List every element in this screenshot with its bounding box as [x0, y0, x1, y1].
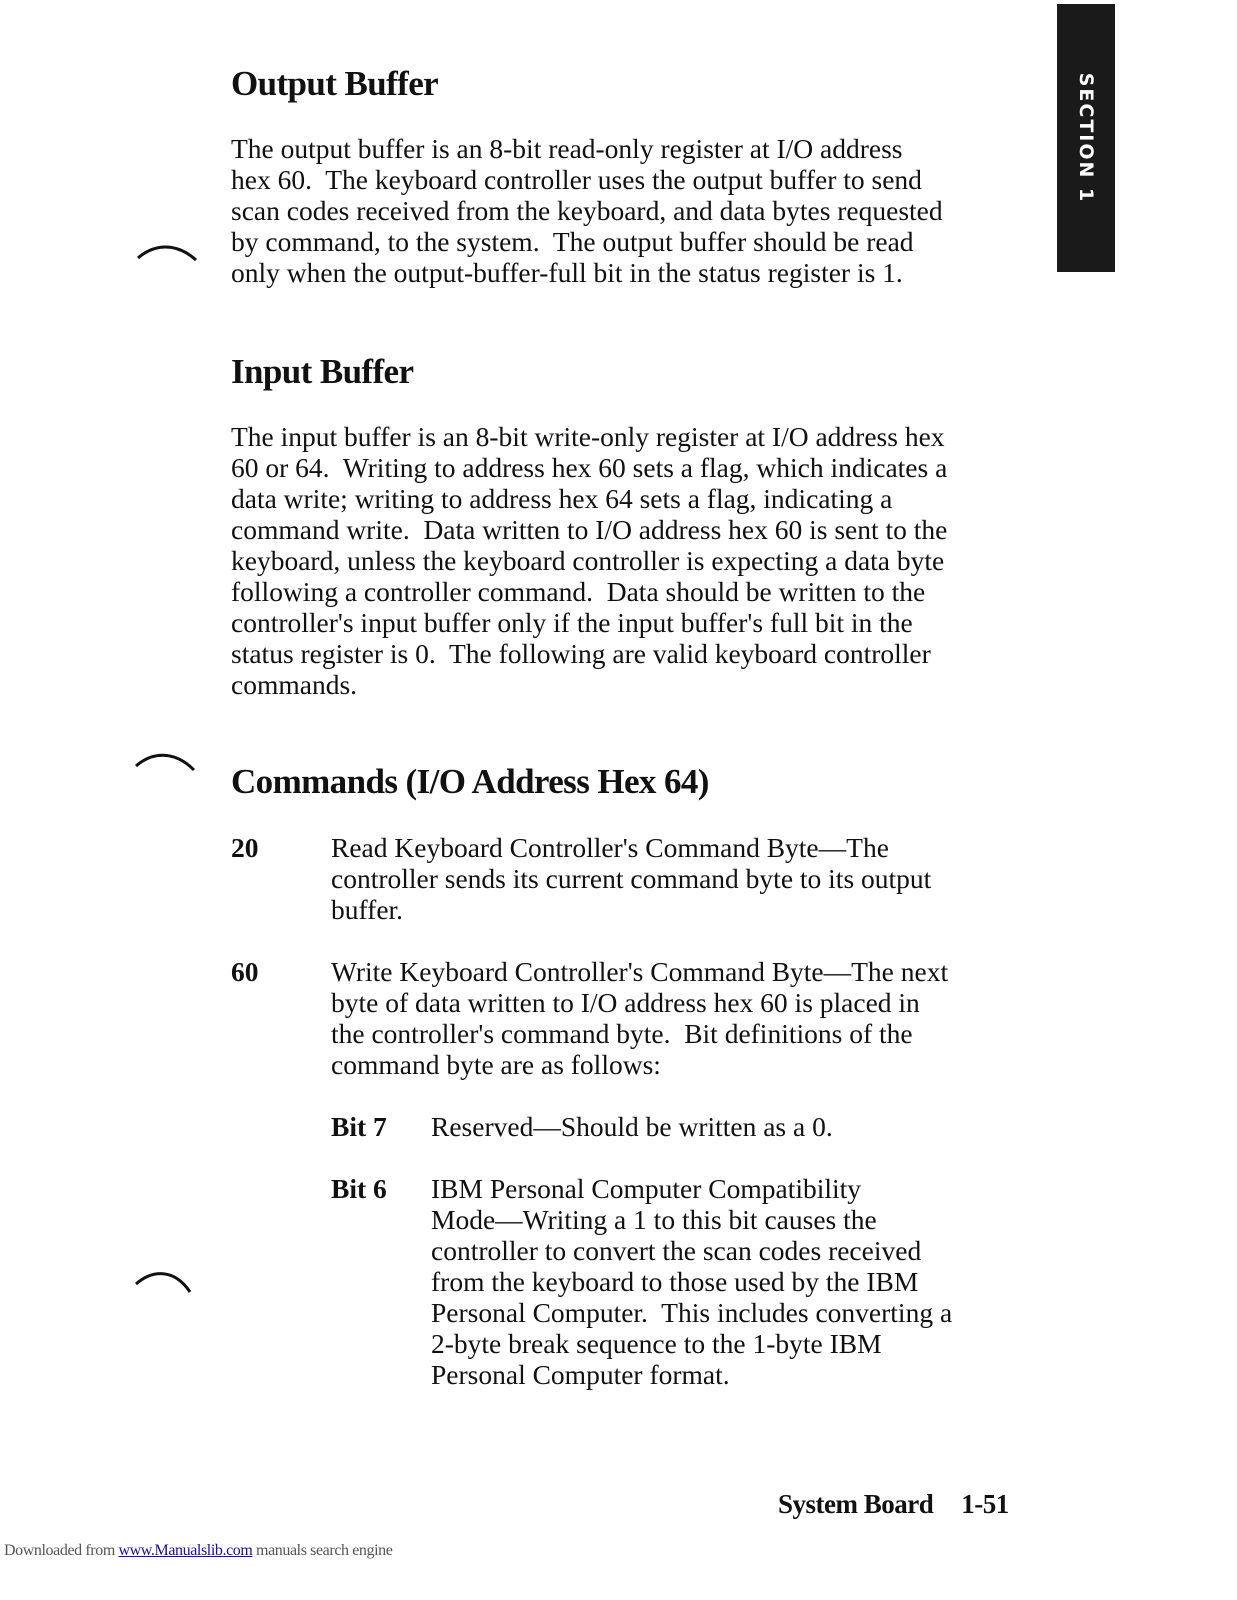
- text-line: Write Keyboard Controller's Command Byte—The next: [331, 956, 949, 987]
- text-line: scan codes received from the keyboard, and data bytes requested: [231, 195, 943, 226]
- binder-hole-mark: [134, 1266, 206, 1296]
- text-line: from the keyboard to those used by the IBM: [431, 1266, 919, 1297]
- section-tab-label: SECTION 1: [1075, 72, 1097, 204]
- text-line: Mode—Writing a 1 to this bit causes the: [431, 1204, 877, 1235]
- download-prefix: Downloaded from: [4, 1542, 119, 1559]
- bit-label: Bit 7: [331, 1111, 387, 1142]
- text-line: The input buffer is an 8-bit write-only register at I/O address hex: [231, 421, 945, 452]
- binder-hole-mark: [134, 748, 206, 774]
- text-line: controller to convert the scan codes received: [431, 1235, 922, 1266]
- text-line: keyboard, unless the keyboard controller is expecting a data byte: [231, 545, 945, 576]
- text-line: 2-byte break sequence to the 1-byte IBM: [431, 1328, 882, 1359]
- text-line: by command, to the system. The output buffer should be read: [231, 226, 914, 257]
- text-line: following a controller command. Data should be written to the: [231, 576, 926, 607]
- text-line: controller sends its current command byte to its output: [331, 863, 932, 894]
- text-line: 60 or 64. Writing to address hex 60 sets a flag, which indicates a: [231, 452, 948, 483]
- manualslib-link[interactable]: www.Manualslib.com: [118, 1542, 253, 1559]
- text-line: Reserved—Should be written as a 0.: [431, 1111, 833, 1142]
- download-suffix: manuals search engine: [252, 1542, 393, 1559]
- text-line: The output buffer is an 8-bit read-only register at I/O address: [231, 133, 903, 164]
- text-line: command write. Data written to I/O address hex 60 is sent to the: [231, 514, 948, 545]
- text-line: command byte are as follows:: [331, 1049, 661, 1080]
- input-buffer-heading: Input Buffer: [231, 352, 414, 391]
- page-footer: [778, 1488, 1009, 1520]
- text-line: IBM Personal Computer Compatibility: [431, 1173, 862, 1204]
- text-line: Personal Computer format.: [431, 1359, 730, 1390]
- text-line: commands.: [231, 669, 358, 700]
- page-number: 1-51: [961, 1489, 1009, 1519]
- text-line: Read Keyboard Controller's Command Byte—The: [331, 832, 889, 863]
- command-code: 20: [231, 832, 259, 863]
- text-line: only when the output-buffer-full bit in the status register is 1.: [231, 257, 903, 288]
- text-line: status register is 0. The following are valid keyboard controller: [231, 638, 931, 669]
- output-buffer-heading: Output Buffer: [231, 64, 439, 103]
- text-line: data write; writing to address hex 64 sets a flag, indicating a: [231, 483, 893, 514]
- text-line: the controller's command byte. Bit definitions of the: [331, 1018, 913, 1049]
- binder-hole-mark: [136, 240, 208, 266]
- text-line: hex 60. The keyboard controller uses the output buffer to send: [231, 164, 922, 195]
- footer-title: System Board: [778, 1489, 934, 1519]
- download-notice: [4, 1542, 392, 1560]
- text-line: Personal Computer. This includes converting a: [431, 1297, 953, 1328]
- bit-label: Bit 6: [331, 1173, 387, 1204]
- command-code: 60: [231, 956, 259, 987]
- text-line: controller's input buffer only if the input buffer's full bit in the: [231, 607, 913, 638]
- text-line: buffer.: [331, 894, 404, 925]
- text-line: byte of data written to I/O address hex 60 is placed in: [331, 987, 920, 1018]
- section-tab: [1057, 4, 1115, 272]
- commands-heading: Commands (I/O Address Hex 64): [231, 762, 709, 801]
